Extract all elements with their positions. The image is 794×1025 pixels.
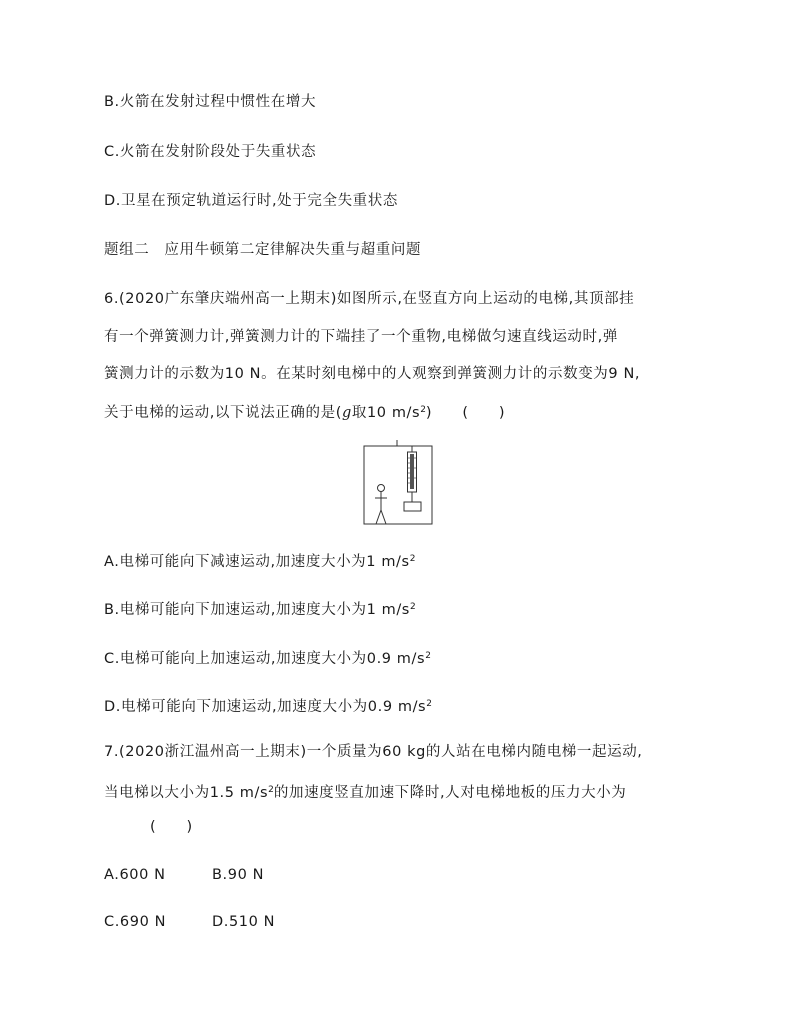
q7-option-c: C.690 N — [104, 914, 167, 930]
q6-line-2: 有一个弹簧测力计,弹簧测力计的下端挂了一个重物,电梯做匀速直线运动时,弹 — [104, 329, 618, 345]
q7-option-d: D.510 N — [212, 914, 276, 930]
q6-line-4-sup: 2 — [420, 405, 426, 415]
q6-option-c: C.电梯可能向上加速运动,加速度大小为0.9 $m/s^2$ — [104, 651, 431, 667]
elevator-box — [364, 446, 432, 524]
q7-line-2: 当电梯以大小为1.5 $m/s^2$的加速度竖直加速下降时,人对电梯地板的压力大小为 — [104, 785, 627, 801]
q6-line-4-post: ) ( ) — [425, 405, 506, 421]
prev-option-b: B.火箭在发射过程中惯性在增大 — [104, 94, 317, 110]
person-leg-right — [381, 510, 386, 524]
q7-line-3: ( ) — [150, 819, 193, 835]
q6-line-1: 6.(2020广东肇庆端州高一上期末)如图所示,在竖直方向上运动的电梯,其顶部挂 — [104, 291, 635, 307]
q6-line-4 — [104, 400, 505, 423]
q7-option-a: A.600 N — [104, 867, 166, 883]
q7-line-1: 7.(2020浙江温州高一上期末)一个质量为60 kg的人站在电梯内随电梯一起运动, — [104, 744, 643, 760]
q7-option-b: B.90 N — [212, 867, 265, 883]
prev-option-c: C.火箭在发射阶段处于失重状态 — [104, 144, 317, 160]
q6-g-symbol: g — [341, 405, 352, 421]
spring-scale-inner — [410, 454, 414, 489]
q6-line-4-mid: 取10 m/s — [351, 405, 421, 421]
person-head — [378, 485, 385, 492]
q7-options-row-2 — [104, 912, 404, 932]
q6-option-a: A.电梯可能向下减速运动,加速度大小为1 $m/s^2$ — [104, 554, 416, 570]
q7-options-row-1 — [104, 865, 404, 885]
prev-option-d: D.卫星在预定轨道运行时,处于完全失重状态 — [104, 193, 398, 209]
section-heading: 题组二 应用牛顿第二定律解决失重与超重问题 — [104, 242, 422, 258]
q6-option-d: D.电梯可能向下加速运动,加速度大小为0.9 $m/s^2$ — [104, 699, 432, 715]
weight-block — [404, 502, 421, 511]
q6-line-3: 簧测力计的示数为10 N。在某时刻电梯中的人观察到弹簧测力计的示数变为9 N, — [104, 366, 641, 382]
q6-option-b: B.电梯可能向下加速运动,加速度大小为1 $m/s^2$ — [104, 602, 416, 618]
q6-line-4-pre: 关于电梯的运动,以下说法正确的是( — [104, 405, 342, 421]
person-leg-left — [376, 510, 381, 524]
elevator-figure — [363, 440, 433, 525]
